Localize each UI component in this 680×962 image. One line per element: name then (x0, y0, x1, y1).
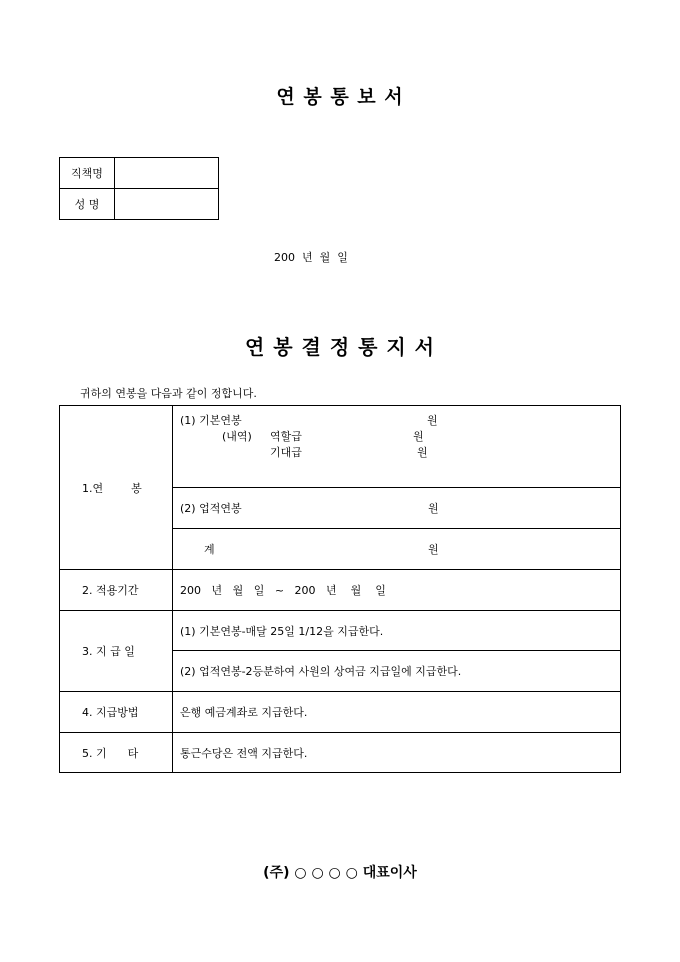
period-value: 200 년 월 일 ~ 200 년 월 일 (173, 570, 621, 611)
detail-label: (내역) (222, 430, 252, 443)
period-label: 2. 적용기간 (60, 570, 173, 611)
period-pay-line (180, 444, 620, 460)
method-label: 4. 지급방법 (60, 692, 173, 733)
payday-label: 3. 지 급 일 (60, 611, 173, 692)
total-label: 계 (204, 543, 215, 556)
merit-salary-cell (173, 488, 621, 529)
salary-label: 1.연 봉 (60, 406, 173, 570)
position-row (60, 158, 219, 189)
base-salary-cell (173, 406, 621, 488)
won-unit: 원 (428, 543, 439, 556)
won-unit: 원 (428, 502, 439, 515)
intro-text: 귀하의 연봉을 다음과 같이 정합니다. (80, 387, 257, 400)
personal-info-table (59, 157, 219, 220)
etc-value: 통근수당은 전액 지급한다. (173, 733, 621, 773)
role-pay-line (180, 428, 620, 444)
issue-date: 200 년 월 일 (274, 251, 348, 264)
merit-salary-line (180, 500, 620, 516)
name-row (60, 189, 219, 220)
won-unit: 원 (413, 430, 424, 443)
total-cell (173, 529, 621, 570)
payday-line-2: (2) 업적연봉-2등분하여 사원의 상여금 지급일에 지급한다. (173, 651, 621, 692)
table-row (60, 611, 621, 651)
period-pay-label: 기대급 (270, 446, 302, 459)
table-row (60, 570, 621, 611)
notice-title: 연 봉 결 정 통 지 서 (244, 335, 436, 359)
won-unit: 원 (417, 446, 428, 459)
total-line (180, 541, 620, 557)
base-salary-label: (1) 기본연봉 (180, 414, 242, 427)
name-label: 성 명 (60, 189, 115, 220)
position-field[interactable] (115, 158, 219, 189)
won-unit: 원 (427, 414, 438, 427)
etc-label: 5. 기 타 (60, 733, 173, 773)
table-row (60, 406, 621, 488)
position-label: 직책명 (60, 158, 115, 189)
method-value: 은행 예금계좌로 지급한다. (173, 692, 621, 733)
company-signature: (주) ○ ○ ○ ○ 대표이사 (263, 865, 417, 881)
table-row (60, 692, 621, 733)
document-title: 연 봉 통 보 서 (276, 86, 404, 108)
base-salary-line (180, 412, 620, 428)
salary-table (59, 405, 621, 773)
merit-salary-label: (2) 업적연봉 (180, 502, 242, 515)
table-row (60, 733, 621, 773)
role-pay-label: 역할급 (270, 430, 302, 443)
name-field[interactable] (115, 189, 219, 220)
payday-line-1: (1) 기본연봉-매달 25일 1/12을 지급한다. (173, 611, 621, 651)
